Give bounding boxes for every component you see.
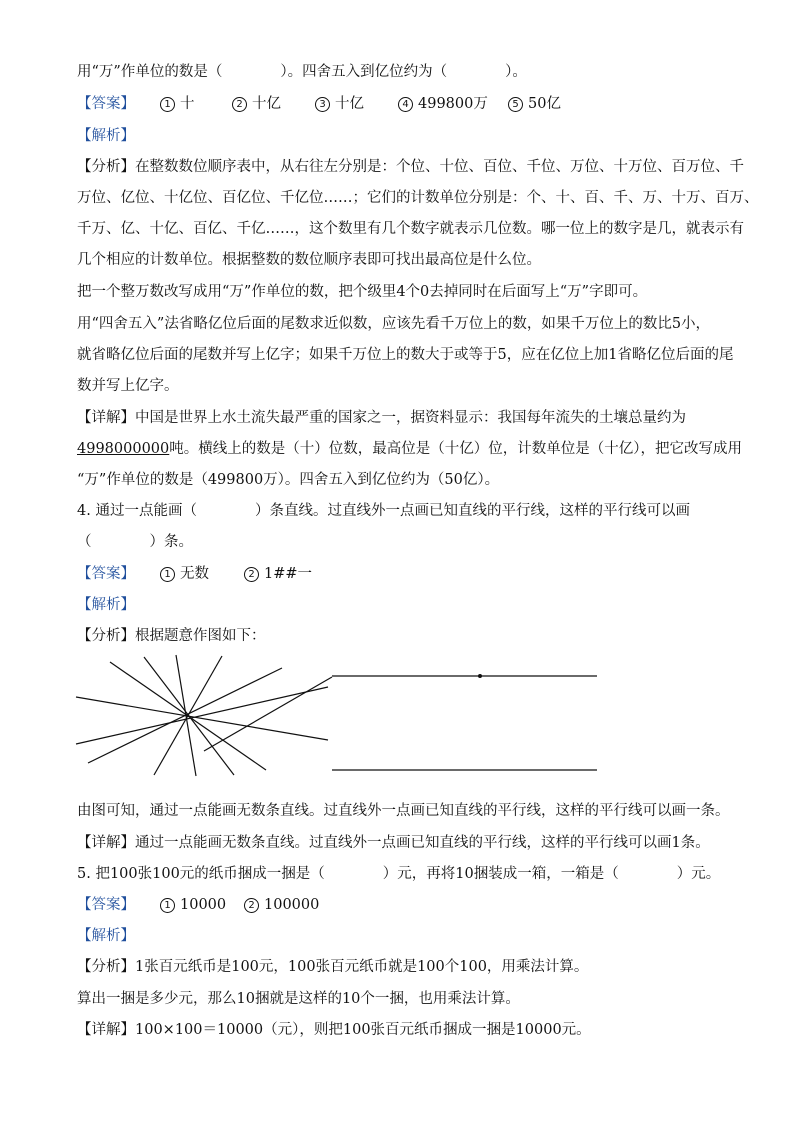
q5-answer-2: 2 100000 [244, 895, 319, 915]
q5-detail: 【详解】100×100＝10000（元），则把100张百元纸币捆成一捆是10000元。 [77, 1022, 591, 1038]
circled-number-icon: 2 [244, 567, 259, 582]
outside-point [478, 674, 482, 678]
q4-jiexi-heading: 【解析】 [77, 597, 135, 613]
q4-question-line-1: 4. 通过一点能画（ ）条直线。过直线外一点画已知直线的平行线，这样的平行线可以画 [77, 503, 690, 519]
q5-analysis-line-1: 【分析】1张百元纸币是100元，100张百元纸币就是100个100，用乘法计算。 [77, 959, 589, 975]
q3-analysis-line-5: 把一个整万数改写成用“万”作单位的数，把个级里4个0去掉同时在后面写上“万”字即可。 [77, 284, 648, 300]
q3-answer-2: 2 十亿 [232, 94, 281, 114]
q5-answer-1: 1 10000 [160, 895, 226, 915]
lines-through-point-figure [70, 650, 610, 780]
q3-analysis-line-6: 用“四舍五入”法省略亿位后面的尾数求近似数，应该先看千万位上的数，如果千万位上的数比5小， [77, 316, 711, 332]
q5-question: 5. 把100张100元的纸币捆成一捆是（ ）元，再将10捆装成一箱，一箱是（ ）元。 [77, 866, 721, 882]
circled-number-icon: 1 [160, 898, 175, 913]
circled-number-icon: 4 [398, 97, 413, 112]
q3-answer-3: 3 十亿 [315, 94, 364, 114]
q4-question-line-2: （ ）条。 [77, 534, 193, 550]
q4-answer-2: 2 1##一 [244, 564, 312, 584]
q4-answer-1: 1 无数 [160, 564, 209, 584]
q4-analysis: 【分析】根据题意作图如下： [77, 628, 266, 644]
circled-number-icon: 1 [160, 567, 175, 582]
q4-detail: 【详解】通过一点能画无数条直线。过直线外一点画已知直线的平行线，这样的平行线可以画1条。 [77, 835, 710, 851]
q3-analysis-line-2: 万位、亿位、十亿位、百亿位、千亿位……；它们的计数单位分别是：个、十、百、千、万、十万、百万、 [77, 190, 759, 206]
circled-number-icon: 2 [232, 97, 247, 112]
circled-number-icon: 2 [244, 898, 259, 913]
figure-line [76, 687, 328, 744]
q3-answer-4: 4 499800万 [398, 94, 488, 114]
q3-analysis-line-7: 就省略亿位后面的尾数并写上亿字；如果千万位上的数大于或等于5，应在亿位上加1省略亿位后面的尾 [77, 347, 734, 363]
q3-analysis-line-8: 数并写上亿字。 [77, 378, 179, 394]
q3-detail-line-1: 【详解】中国是世界上水土流失最严重的国家之一，据资料显示：我国每年流失的土壤总量约为 [77, 410, 686, 426]
q3-answer-5: 5 50亿 [508, 94, 561, 114]
figure-line [144, 657, 234, 775]
q4-conclusion: 由图可知，通过一点能画无数条直线。过直线外一点画已知直线的平行线，这样的平行线可以画一条。 [77, 803, 730, 819]
q3-analysis-line-3: 千万、亿、十亿、百亿、千亿……，这个数里有几个数字就表示几位数。哪一位上的数字是几，就表示有 [77, 221, 744, 237]
q3-analysis-line-4: 几个相应的计数单位。根据整数的数位顺序表即可找出最高位是什么位。 [77, 252, 541, 268]
q3-answer-1: 1 十 [160, 94, 195, 114]
figure-line [204, 677, 332, 751]
figure-line [88, 668, 282, 763]
q3-question-tail: 用“万”作单位的数是（ ）。四舍五入到亿位约为（ ）。 [77, 64, 527, 80]
circled-number-icon: 1 [160, 97, 175, 112]
figure-line [154, 656, 222, 775]
q5-analysis-line-2: 算出一捆是多少元，那么10捆就是这样的10个一捆，也用乘法计算。 [77, 991, 520, 1007]
q3-detail-line-3: “万”作单位的数是（499800万）。四舍五入到亿位约为（50亿）。 [77, 472, 500, 488]
q3-analysis-line-1: 【分析】在整数数位顺序表中，从右往左分别是：个位、十位、百位、千位、万位、十万位、百万位、千 [77, 159, 744, 175]
circled-number-icon: 3 [315, 97, 330, 112]
q3-detail-line-2: 4998000000吨。横线上的数是（十）位数，最高位是（十亿）位，计数单位是（十亿），把它改写成用 [77, 441, 743, 457]
q4-answer-tag: 【答案】 [77, 566, 135, 582]
q3-jiexi-heading: 【解析】 [77, 128, 135, 144]
circled-number-icon: 5 [508, 97, 523, 112]
q3-answer-tag: 【答案】 [77, 96, 135, 112]
q5-answer-tag: 【答案】 [77, 897, 135, 913]
q5-jiexi-heading: 【解析】 [77, 928, 135, 944]
